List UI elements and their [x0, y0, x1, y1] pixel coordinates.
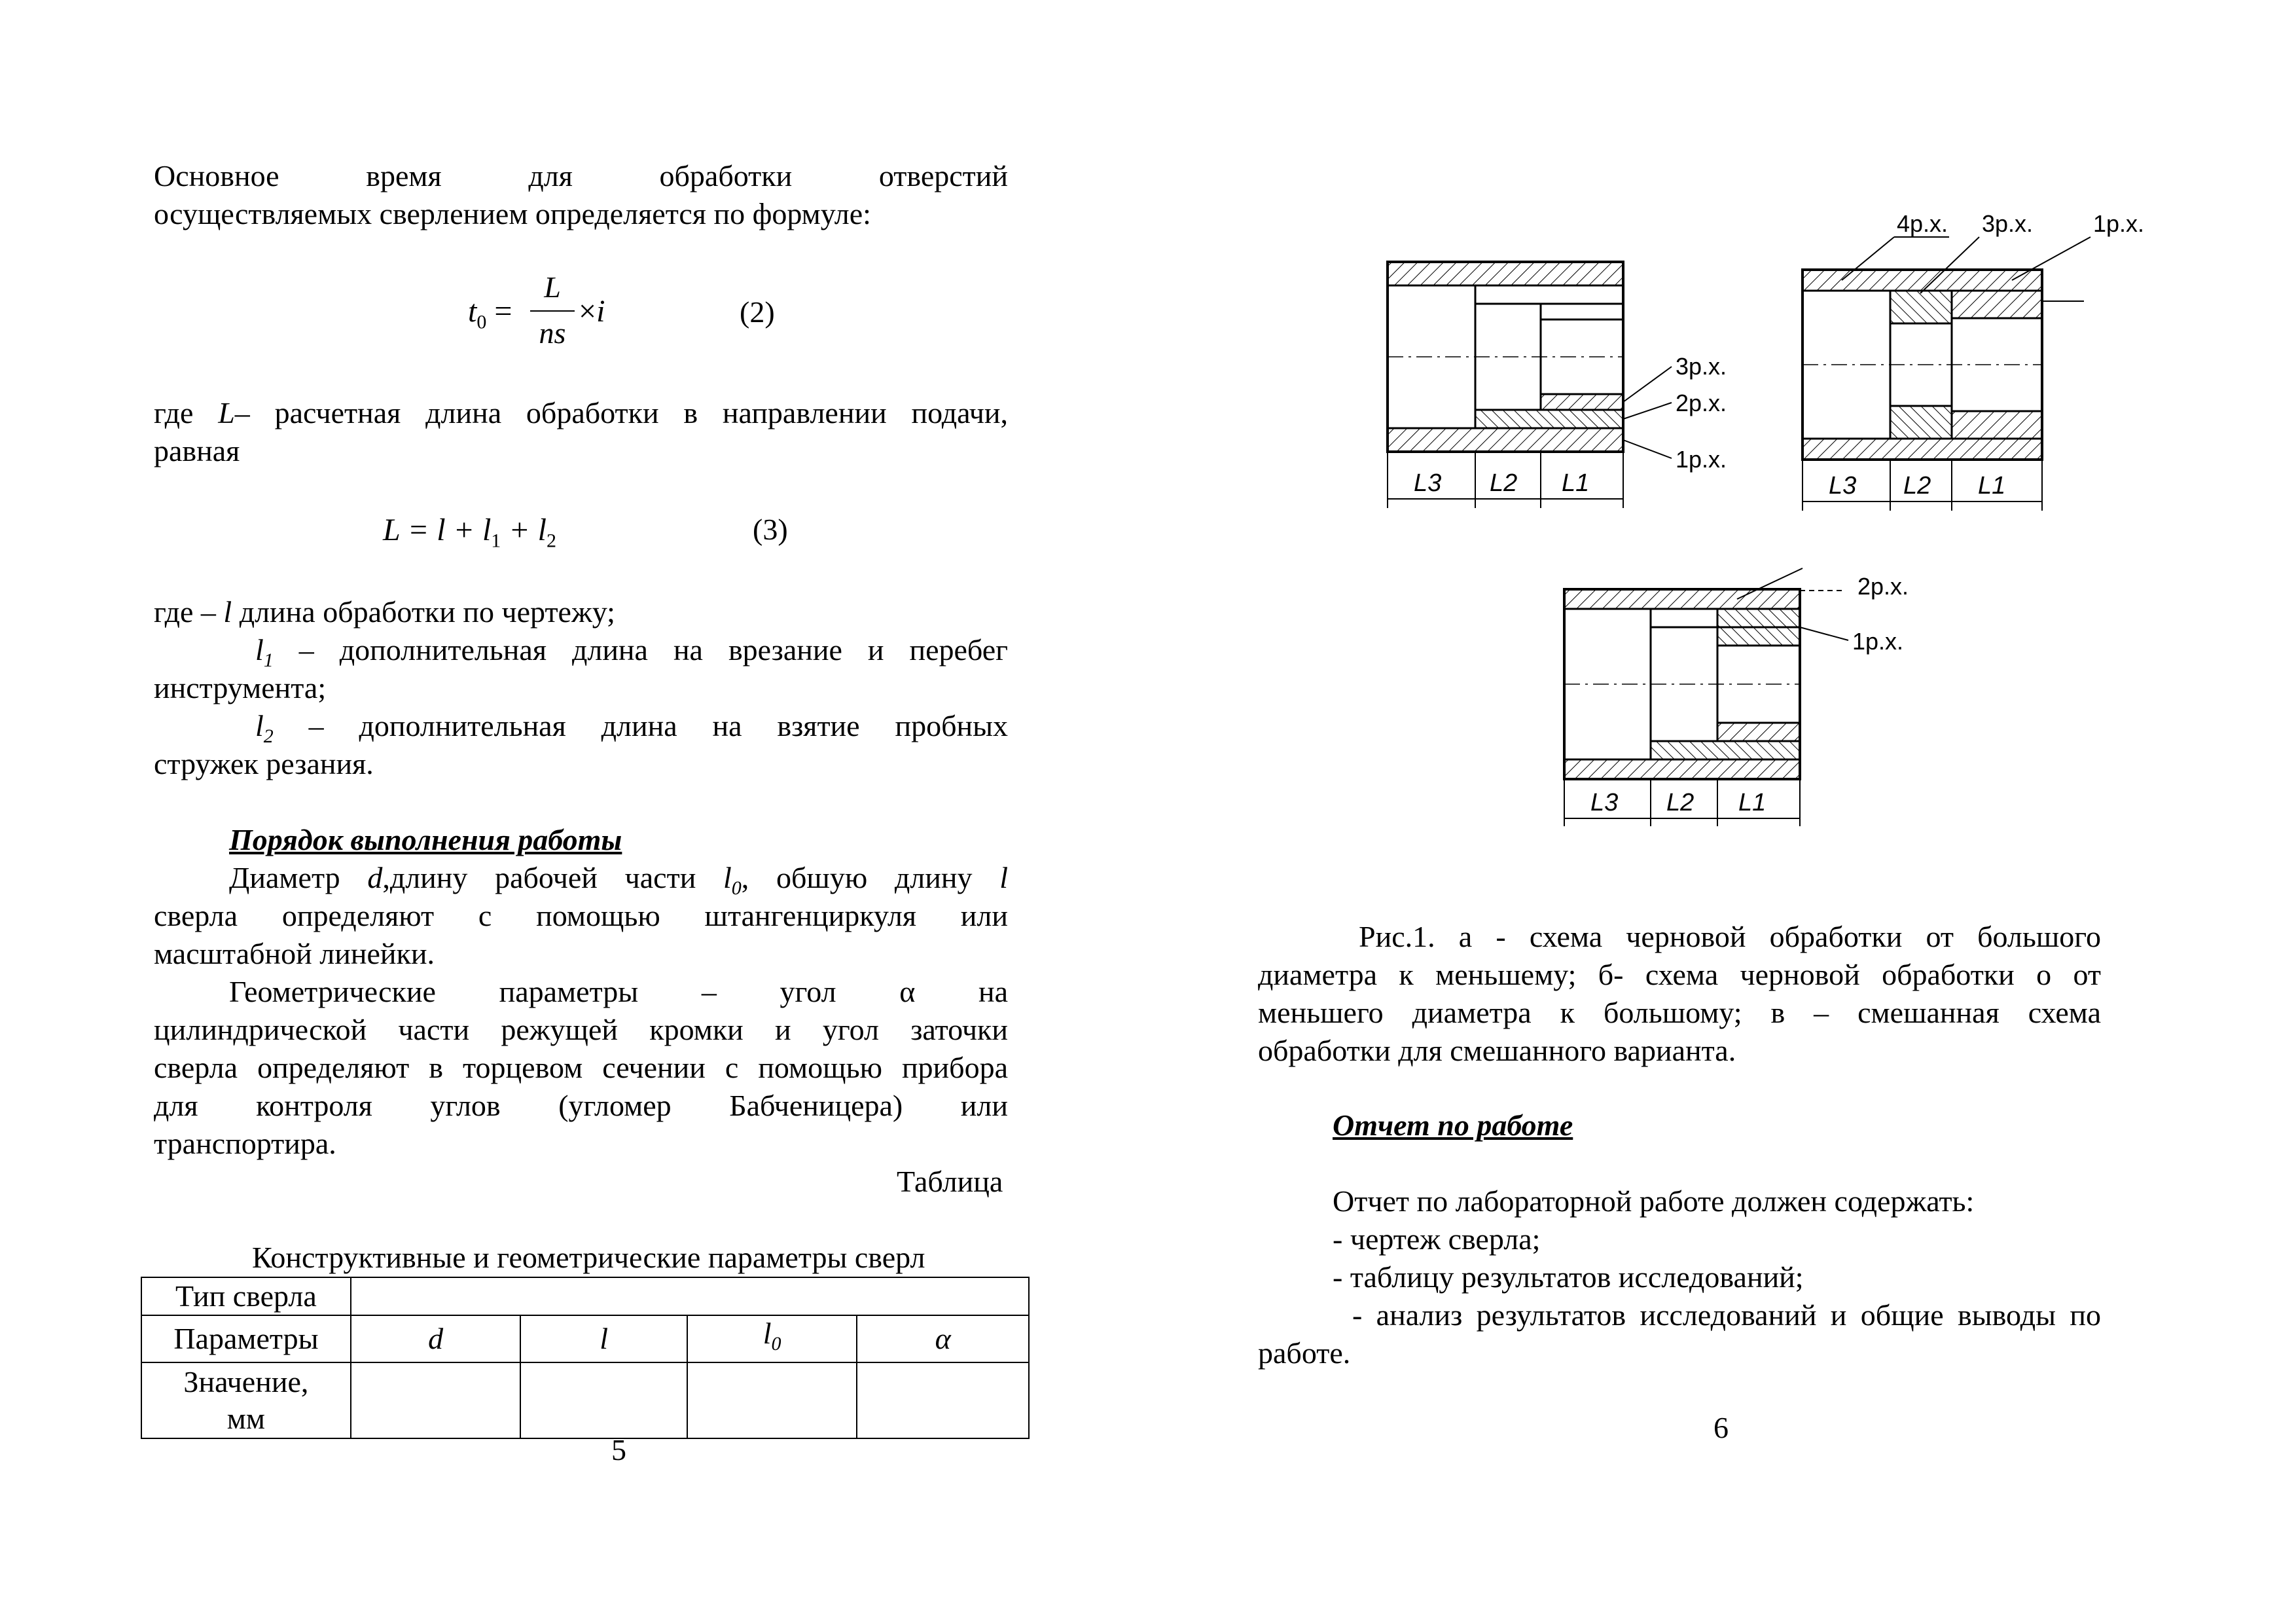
report-heading: Отчет по работе — [1333, 1108, 1573, 1142]
label-2rx-c: 2р.х. — [1857, 573, 1909, 600]
formula-sub: 2 — [547, 530, 557, 552]
text: – расчетная длина обработки в направлении подачи, — [234, 396, 1008, 429]
procedure-line2: сверла определяют с помощью штангенциркуля или — [154, 899, 1008, 932]
where-L-line2: равная — [154, 434, 240, 467]
hatch-bottom-2 — [1952, 411, 2042, 439]
table-row — [141, 1315, 1029, 1362]
var-l: l — [999, 861, 1008, 894]
hatch-bottom-1 — [1388, 428, 1623, 452]
var-l0: l — [762, 1317, 772, 1350]
geometry-line3: сверла определяют в торцевом сечении с помощью прибора — [154, 1051, 1008, 1084]
label-2rx-a: 2р.х. — [1676, 390, 1727, 416]
var-l: l — [223, 595, 232, 629]
figure-c — [1564, 568, 1909, 826]
step-3 — [1541, 304, 1623, 319]
geometry-line1 — [229, 973, 1008, 1011]
label-1rx-a: 1р.х. — [1676, 446, 1727, 473]
sub: 2 — [263, 725, 274, 748]
formula-2-rhs — [579, 293, 605, 329]
report-item: - чертеж сверла; — [1333, 1222, 1541, 1256]
sub: 0 — [771, 1333, 781, 1355]
right-page — [1148, 0, 2296, 1623]
caption-line1: Рис.1. а - схема черновой обработки от большого — [1359, 920, 2101, 953]
text: – дополнительная длина на взятие пробных — [273, 709, 1008, 742]
formula-2-numerator: L — [544, 270, 561, 304]
text: где – — [154, 595, 224, 629]
where-l — [154, 593, 615, 631]
hatch-bottom-3 — [1541, 394, 1623, 410]
formula-3 — [383, 512, 556, 553]
label-1rx-b: 1р.х. — [2093, 210, 2145, 237]
word: отверстий — [878, 159, 1009, 192]
formula-var: i — [596, 294, 605, 329]
l1-line2: инструмента; — [154, 671, 327, 704]
table-row — [141, 1277, 1029, 1315]
geometry-line5: транспортира. — [154, 1127, 336, 1160]
formula-var: t — [468, 294, 477, 329]
hatch-top-1 — [1564, 589, 1800, 609]
cell-line: Значение, — [183, 1365, 309, 1399]
dim-L2-c: L2 — [1666, 789, 1695, 816]
figure-a — [1388, 262, 1727, 508]
cell-line: мм — [226, 1402, 266, 1436]
table-cell-empty — [351, 1362, 521, 1438]
machining-figure — [1148, 0, 2296, 864]
hatch-top-2 — [1952, 291, 2042, 318]
table-cell-empty — [351, 1277, 1029, 1315]
text: Диаметр — [229, 861, 368, 894]
word: Геометрические — [229, 975, 436, 1008]
figure-b — [1803, 210, 2144, 511]
word: угол — [780, 975, 836, 1008]
report-item-3-line1: - анализ результатов исследований и общие выводы по — [1352, 1298, 2101, 1332]
word: – — [701, 975, 717, 1008]
word: параметры — [499, 975, 639, 1008]
geometry-line4: для контроля углов (угломер Бабченицера) или — [154, 1089, 1008, 1122]
dim-L1-a: L1 — [1562, 469, 1590, 497]
where-L-line1 — [154, 394, 1008, 432]
p1-line1 — [154, 157, 1008, 195]
formula-text: L = l + l — [383, 513, 492, 547]
page-number: 5 — [611, 1433, 626, 1467]
sub: 1 — [263, 649, 274, 672]
var-d: d — [367, 861, 383, 894]
table-cell-empty — [687, 1362, 857, 1438]
word: α — [899, 975, 916, 1008]
var-l1: l — [255, 633, 264, 666]
label-4rx-b: 4р.х. — [1897, 210, 1948, 237]
table-cell-empty — [520, 1362, 687, 1438]
table-label: Таблица — [897, 1165, 1003, 1198]
hatch-bottom-1 — [1803, 439, 2042, 460]
hatch-top-1 — [1388, 262, 1623, 285]
leader — [2012, 237, 2090, 280]
label-1rx-c: 1р.х. — [1852, 628, 1904, 655]
hatch-top-3 — [1717, 609, 1800, 646]
var-l2: l — [255, 709, 264, 742]
formula-times: × — [579, 294, 597, 329]
table-cell — [687, 1315, 857, 1362]
p1-line2: осуществляемых сверлением определяется по формуле: — [154, 197, 871, 230]
dim-L2-b: L2 — [1903, 472, 1931, 500]
formula-2-lhs — [468, 293, 512, 334]
step-2 — [1475, 285, 1623, 304]
procedure-heading: Порядок выполнения работы — [229, 823, 622, 856]
report-intro: Отчет по лабораторной работе должен содержать: — [1333, 1184, 1975, 1218]
dim-L1-c: L1 — [1738, 789, 1767, 816]
report-item: - таблицу результатов исследований; — [1333, 1260, 1804, 1294]
l1-line1 — [255, 631, 1008, 680]
table-cell: α — [857, 1315, 1029, 1362]
caption-line3: меньшего диаметра к большому; в – смешанная схема — [1258, 996, 2101, 1029]
word: обработки — [659, 159, 793, 192]
label-3rx-b: 3р.х. — [1982, 210, 2034, 237]
table-cell: Параметры — [141, 1315, 351, 1362]
text: , обшую длину — [741, 861, 1000, 894]
formula-sub: 0 — [476, 311, 487, 333]
dim-L1-b: L1 — [1978, 472, 2006, 500]
hatch-bottom-3 — [1717, 723, 1800, 741]
table-cell: d — [351, 1315, 521, 1362]
procedure-line3: масштабной линейки. — [154, 937, 435, 970]
leader — [1623, 440, 1672, 458]
caption-line2: диаметра к меньшему; б- схема черновой обработки о от — [1258, 958, 2101, 991]
formula-text: + l — [501, 513, 547, 547]
hatch-bottom-1 — [1564, 759, 1800, 779]
dim-L3-c: L3 — [1590, 789, 1619, 816]
hatch-bottom-3 — [1890, 406, 1952, 439]
parameters-table — [141, 1277, 1030, 1439]
dim-L2-a: L2 — [1490, 469, 1518, 497]
leader — [1623, 367, 1672, 402]
var-L: L — [218, 396, 235, 429]
text: длина обработки по чертежу; — [232, 595, 615, 629]
dim-L3-b: L3 — [1829, 472, 1857, 500]
word: Основное — [154, 159, 279, 192]
text: где — [154, 396, 219, 429]
caption-line4: обработки для смешанного варианта. — [1258, 1034, 1736, 1067]
hatch-bottom-2 — [1651, 741, 1800, 759]
hatch-bottom-2 — [1475, 410, 1623, 428]
page-number: 6 — [1713, 1411, 1729, 1444]
leader — [1623, 403, 1672, 419]
formula-eq: = — [494, 294, 512, 329]
formula-sub: 1 — [491, 530, 501, 552]
table-cell — [141, 1362, 351, 1438]
hatch-top-1 — [1803, 270, 2042, 291]
table-caption: Конструктивные и геометрические параметры сверл — [252, 1241, 925, 1274]
sub: 0 — [731, 877, 742, 900]
hatch-top-3 — [1890, 291, 1952, 323]
table-cell-empty — [857, 1362, 1029, 1438]
formula-2-number: (2) — [740, 295, 775, 329]
geometry-line2: цилиндрической части режущей кромки и угол заточки — [154, 1013, 1008, 1046]
fraction-bar — [530, 310, 575, 312]
text: – дополнительная длина на врезание и перебег — [273, 633, 1008, 666]
text: ,длину рабочей части — [382, 861, 724, 894]
leader — [1800, 627, 1848, 640]
word: время — [366, 159, 442, 192]
formula-2-denominator: ns — [539, 316, 566, 350]
table-cell: Тип сверла — [141, 1277, 351, 1315]
dim-L3-a: L3 — [1414, 469, 1442, 497]
report-item-3-line2: работе. — [1258, 1336, 1351, 1370]
word: на — [978, 975, 1009, 1008]
table-cell: l — [520, 1315, 687, 1362]
l2-line2: стружек резания. — [154, 747, 374, 780]
var-l0: l — [723, 861, 732, 894]
label-3rx-a: 3р.х. — [1676, 353, 1727, 380]
table-row — [141, 1362, 1029, 1438]
word: для — [528, 159, 573, 192]
formula-3-number: (3) — [753, 513, 788, 546]
